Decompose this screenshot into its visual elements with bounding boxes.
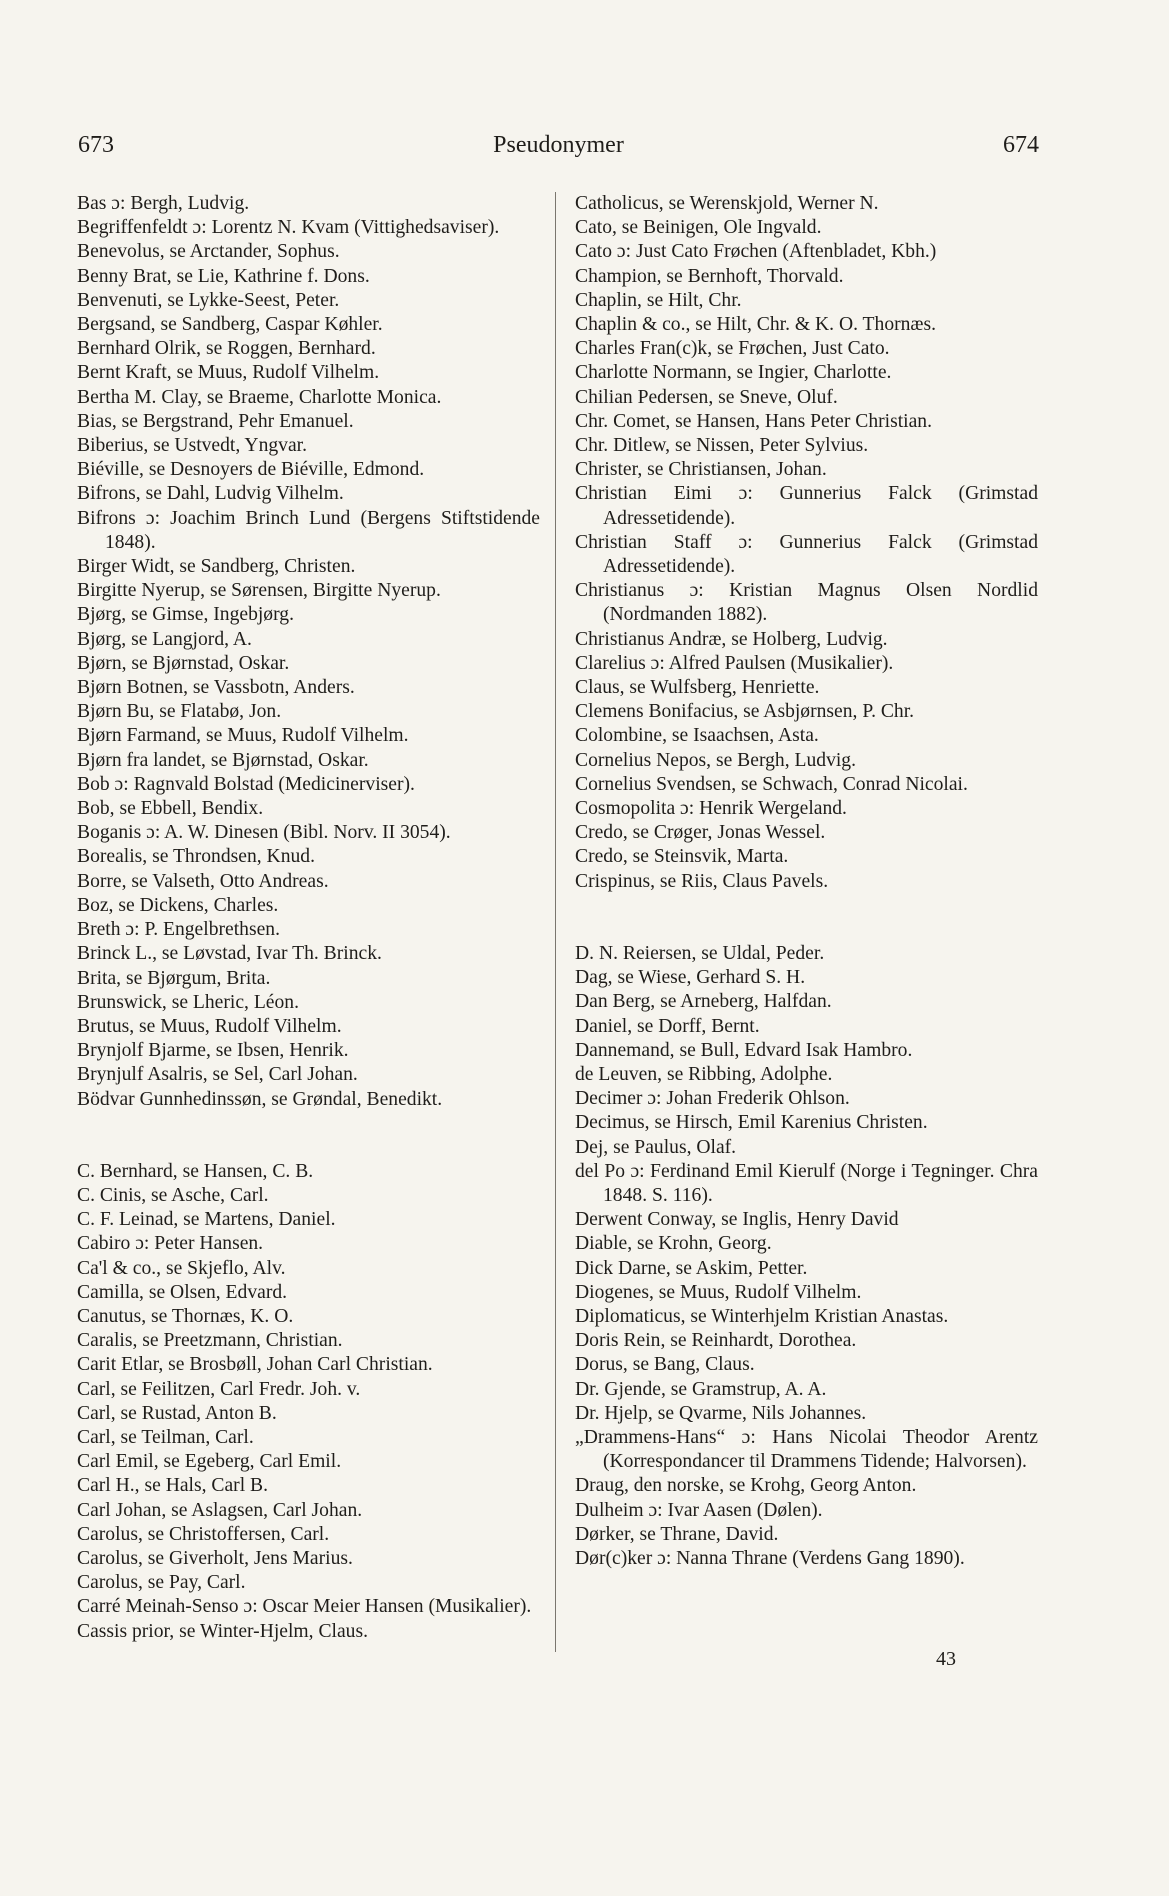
- index-entry: Benevolus, se Arctander, Sophus.: [77, 241, 340, 263]
- index-entry: Dr. Gjende, se Gramstrup, A. A.: [575, 1378, 827, 1400]
- index-entry: Bernhard Olrik, se Roggen, Bernhard.: [77, 338, 376, 360]
- index-entry: Ca'l & co., se Skjeflo, Alv.: [77, 1257, 286, 1279]
- index-entry: Dulheim ɔ: Ivar Aasen (Dølen).: [575, 1499, 823, 1521]
- index-entry: Chr. Comet, se Hansen, Hans Peter Christian.: [575, 410, 932, 432]
- index-entry: del Po ɔ: Ferdinand Emil Kierulf (Norge i Tegninger. Chra 1848. S. 116).: [575, 1160, 1038, 1206]
- index-entry: Charlotte Normann, se Ingier, Charlotte.: [575, 362, 892, 384]
- index-entry: Bias, se Bergstrand, Pehr Emanuel.: [77, 410, 354, 432]
- index-entry: Canutus, se Thornæs, K. O.: [77, 1305, 294, 1327]
- index-entry: Bob ɔ: Ragnvald Bolstad (Medicinerviser).: [77, 773, 415, 795]
- index-entry: Bjørg, se Langjord, A.: [77, 628, 252, 650]
- index-entry: D. N. Reiersen, se Uldal, Peder.: [575, 942, 825, 964]
- index-entry: Bas ɔ: Bergh, Ludvig.: [77, 193, 250, 214]
- index-entry: Daniel, se Dorff, Bernt.: [575, 1015, 760, 1037]
- index-entry: Christianus ɔ: Kristian Magnus Olsen Nordlid (Nordmanden 1882).: [575, 580, 1038, 626]
- index-entry: Carl H., se Hals, Carl B.: [77, 1475, 269, 1497]
- index-entry: Catholicus, se Werenskjold, Werner N.: [575, 193, 879, 214]
- index-entry: Carl, se Teilman, Carl.: [77, 1426, 254, 1448]
- index-entry: Breth ɔ: P. Engelbrethsen.: [77, 919, 280, 941]
- index-entry: Colombine, se Isaachsen, Asta.: [575, 725, 819, 747]
- index-entry: Borre, se Valseth, Otto Andreas.: [77, 870, 329, 892]
- index-entry: Crispinus, se Riis, Claus Pavels.: [575, 870, 829, 892]
- index-entry: Brutus, se Muus, Rudolf Vilhelm.: [77, 1015, 342, 1037]
- index-entry: Diable, se Krohn, Georg.: [575, 1233, 772, 1255]
- column-divider: [555, 192, 556, 1652]
- index-entry: Cato ɔ: Just Cato Frøchen (Aftenbladet, Kbh.): [575, 241, 937, 263]
- index-entry: Charles Fran(c)k, se Frøchen, Just Cato.: [575, 338, 890, 360]
- index-entry: Dr. Hjelp, se Qvarme, Nils Johannes.: [575, 1402, 867, 1424]
- index-entry: Brunswick, se Lheric, Léon.: [77, 991, 299, 1013]
- left-column: [77, 192, 540, 1644]
- index-entry: Carl Emil, se Egeberg, Carl Emil.: [77, 1451, 342, 1473]
- index-entry: Dick Darne, se Askim, Petter.: [575, 1257, 808, 1279]
- running-title: Pseudonymer: [493, 132, 624, 158]
- index-entry: C. Bernhard, se Hansen, C. B.: [77, 1160, 314, 1182]
- right-column: [575, 192, 1038, 1571]
- index-entry: Carolus, se Pay, Carl.: [77, 1572, 246, 1594]
- index-entry: Bertha M. Clay, se Braeme, Charlotte Monica.: [77, 386, 442, 408]
- index-entry: Bjørn Farmand, se Muus, Rudolf Vilhelm.: [77, 725, 409, 747]
- index-entry: Carl Johan, se Aslagsen, Carl Johan.: [77, 1499, 363, 1521]
- index-entry: Birger Widt, se Sandberg, Christen.: [77, 556, 356, 578]
- index-entry: Christian Eimi ɔ: Gunnerius Falck (Grimstad Adressetidende).: [575, 483, 1038, 529]
- index-entry: C. F. Leinad, se Martens, Daniel.: [77, 1209, 336, 1231]
- index-entry: Biéville, se Desnoyers de Biéville, Edmond.: [77, 459, 425, 481]
- index-entry: Bergsand, se Sandberg, Caspar Køhler.: [77, 314, 383, 336]
- index-entry: Camilla, se Olsen, Edvard.: [77, 1281, 288, 1303]
- index-entry: Dørker, se Thrane, David.: [575, 1523, 779, 1545]
- index-entry: Decimer ɔ: Johan Frederik Ohlson.: [575, 1088, 850, 1110]
- index-entry: Brynjolf Bjarme, se Ibsen, Henrik.: [77, 1040, 349, 1062]
- index-entry: Bödvar Gunnhedinssøn, se Grøndal, Benedikt.: [77, 1088, 443, 1110]
- index-entry: Claus, se Wulfsberg, Henriette.: [575, 677, 820, 699]
- index-entry: C. Cinis, se Asche, Carl.: [77, 1184, 269, 1206]
- index-entry: Benny Brat, se Lie, Kathrine f. Dons.: [77, 265, 370, 287]
- index-entry: Dag, se Wiese, Gerhard S. H.: [575, 967, 806, 989]
- index-entry: „Drammens-Hans“ ɔ: Hans Nicolai Theodor Arentz (Korrespondancer til Drammens Tidende; Halvorsen).: [575, 1426, 1038, 1473]
- index-entry: Credo, se Crøger, Jonas Wessel.: [575, 822, 826, 844]
- index-entry: Carolus, se Giverholt, Jens Marius.: [77, 1547, 353, 1569]
- index-entry: Bjørn Botnen, se Vassbotn, Anders.: [77, 677, 355, 699]
- index-entry: Credo, se Steinsvik, Marta.: [575, 846, 789, 868]
- index-entry: Bjørn, se Bjørnstad, Oskar.: [77, 652, 290, 674]
- index-entry: Cato, se Beinigen, Ole Ingvald.: [575, 217, 822, 239]
- index-entry: Chilian Pedersen, se Sneve, Oluf.: [575, 386, 838, 408]
- index-entry: Chaplin & co., se Hilt, Chr. & K. O. Thornæs.: [575, 314, 937, 336]
- index-entry: Boganis ɔ: A. W. Dinesen (Bibl. Norv. II 3054).: [77, 822, 451, 844]
- section-gap: [575, 894, 1038, 942]
- index-entry: Carl, se Rustad, Anton B.: [77, 1402, 277, 1424]
- index-entry: Cabiro ɔ: Peter Hansen.: [77, 1233, 264, 1255]
- index-entry: Brita, se Bjørgum, Brita.: [77, 967, 271, 989]
- section-b-entries: [77, 192, 540, 1112]
- index-entry: Dannemand, se Bull, Edvard Isak Hambro.: [575, 1039, 913, 1061]
- section-c-entries: [77, 1160, 540, 1644]
- left-page-number: 673: [78, 132, 114, 158]
- index-entry: Dej, se Paulus, Olaf.: [575, 1136, 737, 1158]
- index-entry: Boz, se Dickens, Charles.: [77, 894, 279, 916]
- index-entry: Diogenes, se Muus, Rudolf Vilhelm.: [575, 1281, 862, 1303]
- index-entry: Christian Staff ɔ: Gunnerius Falck (Grimstad Adressetidende).: [575, 531, 1038, 578]
- index-entry: Cornelius Nepos, se Bergh, Ludvig.: [575, 749, 856, 771]
- index-entry: Decimus, se Hirsch, Emil Karenius Christen.: [575, 1112, 928, 1134]
- page-header: [78, 132, 1039, 168]
- index-entry: Chaplin, se Hilt, Chr.: [575, 289, 742, 311]
- index-entry: Clemens Bonifacius, se Asbjørnsen, P. Chr.: [575, 701, 915, 723]
- index-entry: Carolus, se Christoffersen, Carl.: [77, 1523, 330, 1545]
- index-entry: Bernt Kraft, se Muus, Rudolf Vilhelm.: [77, 362, 380, 384]
- section-d-entries: [575, 942, 1038, 1571]
- index-entry: de Leuven, se Ribbing, Adolphe.: [575, 1063, 833, 1085]
- index-entry: Carré Meinah-Senso ɔ: Oscar Meier Hansen (Musikalier).: [77, 1596, 532, 1618]
- index-entry: Draug, den norske, se Krohg, Georg Anton.: [575, 1475, 917, 1497]
- index-entry: Bob, se Ebbell, Bendix.: [77, 798, 264, 820]
- index-entry: Dan Berg, se Arneberg, Halfdan.: [575, 991, 832, 1013]
- section-gap: [77, 1112, 540, 1160]
- index-entry: Borealis, se Throndsen, Knud.: [77, 846, 315, 868]
- index-entry: Christer, se Christiansen, Johan.: [575, 459, 827, 481]
- index-entry: Caralis, se Preetzmann, Christian.: [77, 1330, 343, 1352]
- index-entry: Benvenuti, se Lykke-Seest, Peter.: [77, 289, 340, 311]
- index-entry: Cornelius Svendsen, se Schwach, Conrad Nicolai.: [575, 773, 968, 795]
- right-page-number: 674: [1003, 132, 1039, 158]
- index-entry: Cosmopolita ɔ: Henrik Wergeland.: [575, 798, 847, 820]
- index-entry: Brinck L., se Løvstad, Ivar Th. Brinck.: [77, 943, 382, 965]
- index-entry: Champion, se Bernhoft, Thorvald.: [575, 265, 844, 287]
- index-entry: Dorus, se Bang, Claus.: [575, 1354, 755, 1376]
- index-entry: Biberius, se Ustvedt, Yngvar.: [77, 435, 308, 457]
- index-entry: Carit Etlar, se Brosbøll, Johan Carl Christian.: [77, 1354, 433, 1376]
- section-c-continued-entries: [575, 192, 1038, 894]
- index-entry: Bifrons ɔ: Joachim Brinch Lund (Bergens Stiftstidende 1848).: [77, 507, 540, 553]
- index-entry: Bjørn fra landet, se Bjørnstad, Oskar.: [77, 749, 369, 771]
- index-entry: Dør(c)ker ɔ: Nanna Thrane (Verdens Gang 1890).: [575, 1547, 965, 1569]
- index-entry: Brynjulf Asalris, se Sel, Carl Johan.: [77, 1064, 358, 1086]
- index-entry: Cassis prior, se Winter-Hjelm, Claus.: [77, 1620, 368, 1642]
- index-entry: Diplomaticus, se Winterhjelm Kristian Anastas.: [575, 1305, 949, 1327]
- index-entry: Carl, se Feilitzen, Carl Fredr. Joh. v.: [77, 1378, 361, 1400]
- index-entry: Doris Rein, se Reinhardt, Dorothea.: [575, 1330, 857, 1352]
- index-entry: Clarelius ɔ: Alfred Paulsen (Musikalier).: [575, 652, 894, 674]
- signature-mark: 43: [936, 1648, 956, 1670]
- index-entry: Bjørn Bu, se Flatabø, Jon.: [77, 701, 282, 723]
- index-entry: Christianus Andræ, se Holberg, Ludvig.: [575, 628, 888, 650]
- index-entry: Bjørg, se Gimse, Ingebjørg.: [77, 604, 294, 626]
- index-entry: Birgitte Nyerup, se Sørensen, Birgitte Nyerup.: [77, 580, 441, 602]
- index-entry: Begriffenfeldt ɔ: Lorentz N. Kvam (Vittighedsaviser).: [77, 217, 500, 239]
- index-entry: Bifrons, se Dahl, Ludvig Vilhelm.: [77, 483, 344, 505]
- index-entry: Derwent Conway, se Inglis, Henry David: [575, 1209, 899, 1231]
- index-entry: Chr. Ditlew, se Nissen, Peter Sylvius.: [575, 435, 869, 457]
